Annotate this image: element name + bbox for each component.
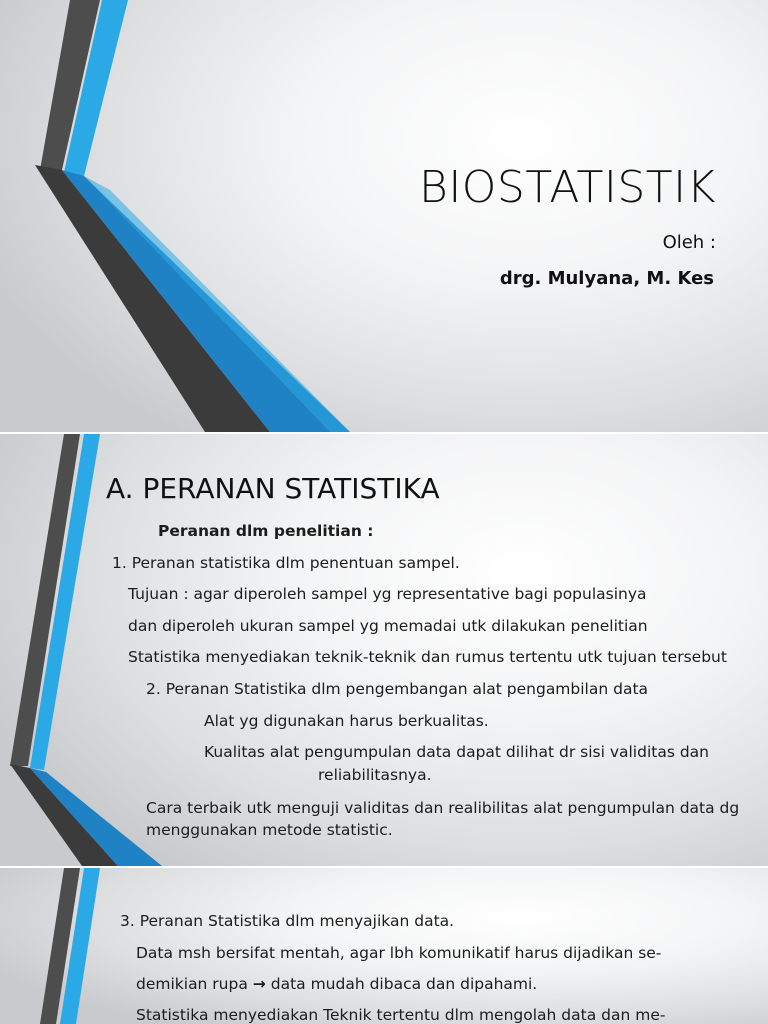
right-arrow-icon: →	[252, 975, 266, 993]
text-line: Data msh bersifat mentah, agar lbh komunikatif harus dijadikan se-	[136, 944, 662, 962]
text-line: Statistika menyediakan Teknik tertentu dlm mengolah data dan me-	[136, 1006, 666, 1024]
title-slide	[0, 0, 768, 432]
text-line: Statistika menyediakan teknik-teknik dan rumus tertentu utk tujuan tersebut	[128, 648, 727, 666]
author-name: drg. Mulyana, M. Kes	[499, 268, 714, 289]
text-line: reliabilitasnya.	[318, 766, 432, 784]
text-line: Cara terbaik utk menguji validitas dan realibilitas alat pengumpulan data dg	[146, 799, 740, 817]
text-segment: data mudah dibaca dan dipahami.	[270, 975, 538, 993]
text-line: Peranan dlm penelitian :	[158, 522, 374, 540]
text-segment: demikian rupa	[136, 975, 248, 993]
section-heading: A. PERANAN STATISTIKA	[106, 472, 440, 505]
text-line: dan diperoleh ukuran sampel yg memadai utk dilakukan penelitian	[128, 617, 648, 635]
slide-subtitle: Oleh :	[662, 232, 716, 253]
text-line: Tujuan : agar diperoleh sampel yg representative bagi populasinya	[128, 585, 647, 603]
content-slide-menyajikan	[0, 868, 768, 1024]
text-line: menggunakan metode statistic.	[146, 821, 393, 839]
text-line: 2. Peranan Statistika dlm pengembangan alat pengambilan data	[146, 680, 649, 698]
text-line-with-arrow	[136, 975, 537, 993]
slide-decoration	[0, 0, 400, 432]
text-line: Alat yg digunakan harus berkualitas.	[204, 712, 489, 730]
text-line: 3. Peranan Statistika dlm menyajikan data.	[120, 912, 455, 930]
text-line: 1. Peranan statistika dlm penentuan sampel.	[112, 554, 460, 572]
slide-title: BIOSTATISTIK	[419, 162, 716, 213]
text-line: Kualitas alat pengumpulan data dapat dilihat dr sisi validitas dan	[204, 743, 709, 761]
content-slide-peranan	[0, 434, 768, 866]
